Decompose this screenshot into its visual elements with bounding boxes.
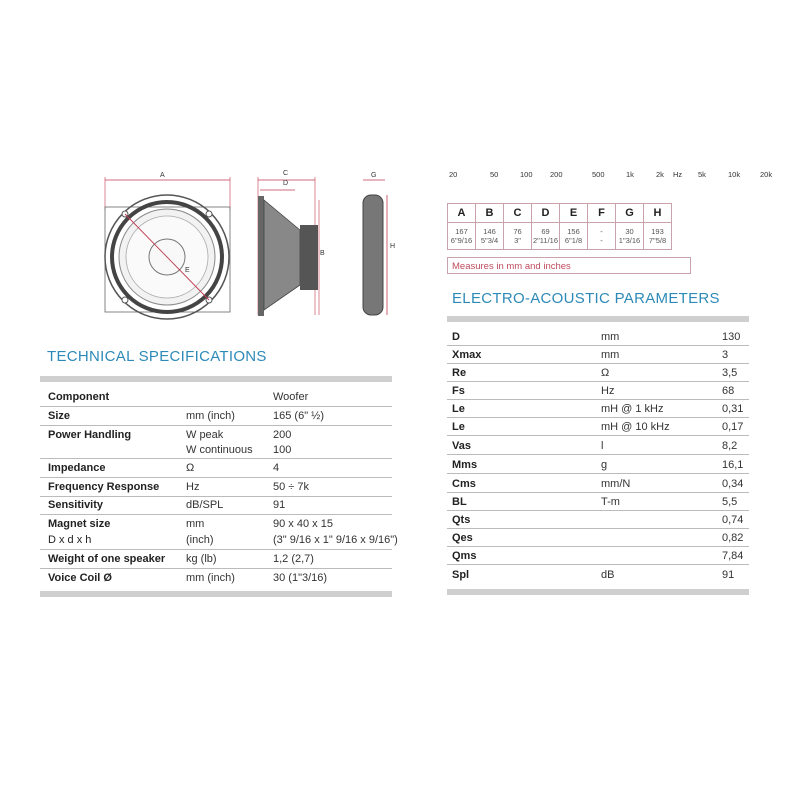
params-top-bar [447, 316, 749, 322]
freq-tick: 1k [626, 170, 634, 179]
dim-cell: 69 2"11/16 [532, 223, 560, 250]
dim-header: H [644, 204, 672, 223]
freq-tick: 100 [520, 170, 533, 179]
dim-label-g: G [371, 172, 377, 179]
freq-tick: 5k [698, 170, 706, 179]
param-row: Mms g 16,1 [452, 459, 744, 471]
dim-label-h: H [390, 243, 396, 250]
dim-header: G [616, 204, 644, 223]
dim-cell: 30 1"3/16 [616, 223, 644, 250]
freq-tick: 2k [656, 170, 664, 179]
dim-cell: 76 3" [504, 223, 532, 250]
param-row: Cms mm/N 0,34 [452, 478, 744, 490]
dim-cell: 156 6"1/8 [560, 223, 588, 250]
freq-tick: 200 [550, 170, 563, 179]
freq-tick: 10k [728, 170, 741, 179]
dim-cell: - - [588, 223, 616, 250]
measures-note: Measures in mm and inches [447, 257, 691, 274]
param-row: Xmax mm 3 [452, 349, 729, 361]
dim-label-a: A [160, 172, 165, 179]
param-row: BL T-m 5,5 [452, 496, 738, 508]
tech-spec-top-bar [40, 376, 392, 382]
freq-tick: 50 [490, 170, 499, 179]
param-row: Spl dB 91 [452, 569, 735, 581]
dim-cell: 193 7"5/8 [644, 223, 672, 250]
dim-header: A [448, 204, 476, 223]
dim-label-d: D [283, 180, 289, 187]
side-view [258, 177, 319, 316]
freq-tick: 500 [592, 170, 605, 179]
param-row: Le mH @ 1 kHz 0,31 [452, 403, 744, 415]
param-row: Vas l 8,2 [452, 440, 738, 452]
param-row: Qts 0,74 [452, 514, 744, 526]
freq-tick: 20k [760, 170, 773, 179]
dim-header: F [588, 204, 616, 223]
dim-header: C [504, 204, 532, 223]
freq-tick: 20 [449, 170, 458, 179]
speaker-drawings [95, 170, 415, 320]
tech-spec-title: TECHNICAL SPECIFICATIONS [47, 348, 267, 365]
dim-cell: 167 6"9/16 [448, 223, 476, 250]
param-row: D mm 130 [452, 331, 741, 343]
param-row: Qes 0,82 [452, 532, 744, 544]
tech-spec-bottom-bar [40, 591, 392, 597]
params-bottom-bar [447, 589, 749, 595]
param-row: Re Ω 3,5 [452, 367, 738, 379]
dim-label-c: C [283, 170, 289, 177]
front-view [105, 177, 230, 319]
param-row: Le mH @ 10 kHz 0,17 [452, 421, 744, 433]
dim-header: D [532, 204, 560, 223]
dim-label-b: B [320, 250, 325, 257]
dim-header: E [560, 204, 588, 223]
dim-header: B [476, 204, 504, 223]
dimensions-table [447, 203, 672, 250]
profile-view [363, 180, 387, 315]
param-row: Fs Hz 68 [452, 385, 735, 397]
params-title: ELECTRO-ACOUSTIC PARAMETERS [452, 290, 720, 307]
dim-cell: 146 5"3/4 [476, 223, 504, 250]
freq-tick: Hz [673, 170, 683, 179]
param-row: Qms 7,84 [452, 550, 744, 562]
dim-label-e: E [185, 267, 190, 274]
